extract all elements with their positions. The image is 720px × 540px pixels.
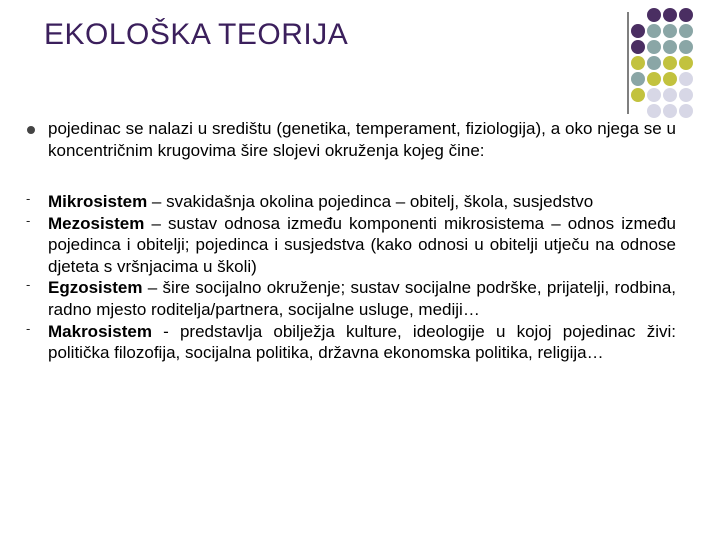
decorative-dot	[679, 24, 693, 38]
decorative-dot	[631, 40, 645, 54]
slide-content	[22, 118, 676, 364]
system-term: Mezosistem	[48, 213, 145, 233]
list-item-mikrosistem	[22, 191, 676, 213]
decorative-dot	[679, 104, 693, 118]
decorative-dot	[663, 8, 677, 22]
decorative-dot	[647, 56, 661, 70]
system-term: Makrosistem	[48, 321, 152, 341]
decorative-dot	[631, 56, 645, 70]
decorative-dot	[663, 24, 677, 38]
decorative-dot	[647, 8, 661, 22]
decorative-dot	[663, 104, 677, 118]
decorative-dot	[663, 40, 677, 54]
decorative-dot	[647, 104, 661, 118]
decorative-dot	[631, 24, 645, 38]
decorative-dot	[679, 40, 693, 54]
intro-text: pojedinac se nalazi u središtu (genetika, temperament, fiziologija), a oko njega se u koncentričnim krugovima šire slojevi okruženja kojeg čine:	[48, 119, 676, 160]
decorative-dot	[631, 72, 645, 86]
decorative-dot	[647, 88, 661, 102]
decorative-dot	[663, 56, 677, 70]
decorative-dot-grid	[631, 8, 720, 120]
system-description: - predstavlja obilježja kulture, ideologije u kojoj pojedinac živi: politička filozofija, socijalna politika, državna ekonomska politika, religija…	[48, 321, 676, 363]
dash-marker: -	[26, 191, 31, 207]
dash-marker: -	[26, 212, 31, 228]
decorative-dot	[679, 88, 693, 102]
decorative-dot	[679, 56, 693, 70]
decorative-dot	[663, 72, 677, 86]
system-description: – sustav odnosa između komponenti mikrosistema – odnos između pojedinca i obitelji; pojedinca i susjedstva (kako odnosi u obitelji utječu na odnose djeteta s vršnjacima u školi)	[48, 213, 676, 276]
decorative-dot	[647, 72, 661, 86]
slide-title: EKOLOŠKA TEORIJA	[44, 18, 349, 51]
decorative-dot	[631, 88, 645, 102]
divider-line	[627, 12, 629, 114]
decorative-dot	[679, 8, 693, 22]
decorative-dot	[647, 40, 661, 54]
system-term: Egzosistem	[48, 278, 143, 298]
system-description: – svakidašnja okolina pojedinca – obitelj, škola, susjedstvo	[147, 192, 594, 212]
list-item-mezosistem	[22, 213, 676, 278]
list-item-makrosistem	[22, 321, 676, 364]
dash-marker: -	[26, 320, 31, 336]
system-term: Mikrosistem	[48, 192, 148, 212]
intro-bullet	[22, 118, 676, 161]
dash-marker: -	[26, 277, 31, 293]
decorative-dot	[679, 72, 693, 86]
decorative-dot	[647, 24, 661, 38]
system-description: – šire socijalno okruženje; sustav socijalne podrške, prijatelji, rodbina, radno mjesto roditelja/partnera, socijalne usluge, mediji…	[48, 278, 676, 320]
decorative-dot	[663, 88, 677, 102]
list-item-egzosistem	[22, 277, 676, 320]
